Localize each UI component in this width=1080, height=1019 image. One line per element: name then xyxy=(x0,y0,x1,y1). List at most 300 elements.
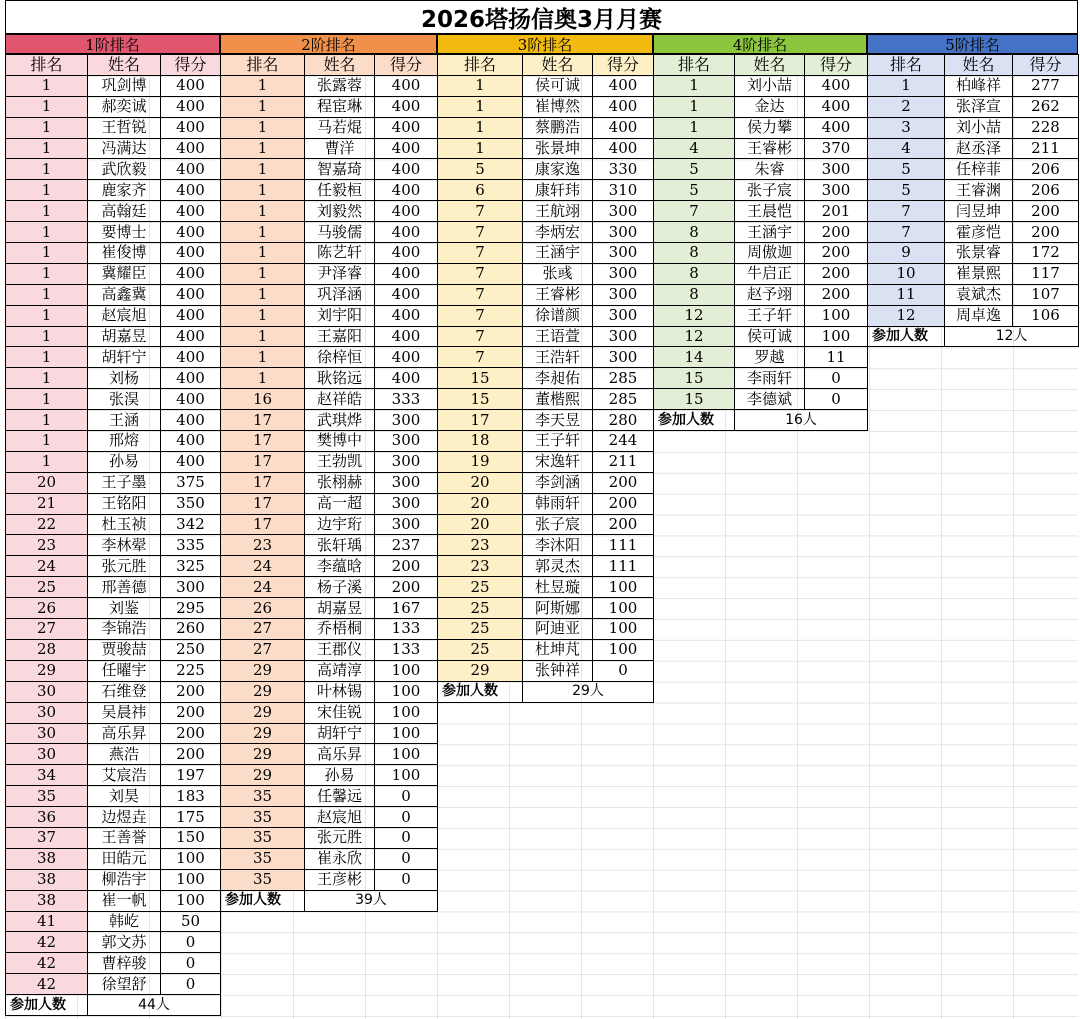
score-cell: 200 xyxy=(161,702,221,723)
score-cell: 400 xyxy=(161,263,221,284)
participant-count-row xyxy=(221,890,438,911)
name-cell: 袁斌杰 xyxy=(945,284,1013,305)
rank-cell: 1 xyxy=(6,326,88,347)
rank-cell: 5 xyxy=(654,180,735,201)
name-cell: 刘昊 xyxy=(88,786,161,807)
score-cell: 400 xyxy=(161,222,221,243)
table-row xyxy=(868,96,1079,117)
rank-cell: 1 xyxy=(6,201,88,222)
score-cell: 200 xyxy=(593,514,654,535)
rank-cell: 17 xyxy=(221,431,305,452)
rank-cell: 29 xyxy=(221,744,305,765)
rank-cell: 27 xyxy=(221,619,305,640)
name-cell: 艾宸浩 xyxy=(88,765,161,786)
name-cell: 边煜垚 xyxy=(88,807,161,828)
table-row xyxy=(438,577,654,598)
score-cell: 300 xyxy=(593,263,654,284)
score-cell: 100 xyxy=(161,848,221,869)
rank-cell: 7 xyxy=(438,305,523,326)
table-row xyxy=(6,347,221,368)
table-row xyxy=(438,180,654,201)
score-cell: 237 xyxy=(375,535,438,556)
rank-cell: 1 xyxy=(6,159,88,180)
score-cell: 100 xyxy=(805,305,868,326)
rank-cell: 1 xyxy=(221,222,305,243)
rank-cell: 23 xyxy=(221,535,305,556)
participant-count-value: 39人 xyxy=(305,890,438,911)
name-cell: 陈艺轩 xyxy=(305,243,375,264)
score-cell: 400 xyxy=(375,222,438,243)
score-cell: 285 xyxy=(593,389,654,410)
table-row xyxy=(6,201,221,222)
header-row xyxy=(868,55,1079,76)
score-cell: 100 xyxy=(805,326,868,347)
rank-cell: 23 xyxy=(438,556,523,577)
rank-cell: 26 xyxy=(221,598,305,619)
name-cell: 周卓逸 xyxy=(945,305,1013,326)
rank-cell: 1 xyxy=(221,201,305,222)
score-cell: 400 xyxy=(161,451,221,472)
table-row xyxy=(6,911,221,932)
rank-cell: 24 xyxy=(221,577,305,598)
participant-count-label: 参加人数 xyxy=(6,995,88,1016)
participant-count-value: 12人 xyxy=(945,326,1079,347)
score-cell: 280 xyxy=(593,410,654,431)
rank-cell: 19 xyxy=(438,451,523,472)
table-row xyxy=(6,263,221,284)
rank-cell: 38 xyxy=(6,890,88,911)
name-cell: 宋佳锐 xyxy=(305,702,375,723)
rank-cell: 27 xyxy=(6,619,88,640)
name-cell: 高鑫冀 xyxy=(88,284,161,305)
score-cell: 295 xyxy=(161,598,221,619)
table-row xyxy=(6,827,221,848)
rank-cell: 30 xyxy=(6,723,88,744)
rank-cell: 1 xyxy=(6,451,88,472)
name-cell: 张景睿 xyxy=(945,243,1013,264)
table-row xyxy=(868,159,1079,180)
table-row xyxy=(6,639,221,660)
table-row xyxy=(6,514,221,535)
rank-cell: 17 xyxy=(221,410,305,431)
name-cell: 牛启正 xyxy=(735,263,805,284)
rank-cell: 20 xyxy=(438,472,523,493)
score-cell: 200 xyxy=(1013,201,1079,222)
score-cell: 350 xyxy=(161,493,221,514)
score-cell: 0 xyxy=(805,368,868,389)
table-row xyxy=(221,702,438,723)
rank-cell: 5 xyxy=(868,159,945,180)
name-cell: 曹梓骏 xyxy=(88,953,161,974)
table-row xyxy=(654,138,868,159)
header-row xyxy=(438,55,654,76)
score-cell: 300 xyxy=(375,472,438,493)
name-cell: 王善誉 xyxy=(88,827,161,848)
table-row xyxy=(6,451,221,472)
score-cell: 400 xyxy=(161,431,221,452)
table-row xyxy=(438,535,654,556)
page-title: 2026塔扬信奥3月月赛 xyxy=(5,0,1078,34)
table-row xyxy=(438,96,654,117)
name-cell: 王彦彬 xyxy=(305,869,375,890)
table-row xyxy=(221,765,438,786)
name-cell: 冀耀臣 xyxy=(88,263,161,284)
score-cell: 250 xyxy=(161,639,221,660)
ranking-table xyxy=(653,54,868,431)
rank-cell: 1 xyxy=(6,410,88,431)
rank-cell: 15 xyxy=(654,368,735,389)
table-row xyxy=(6,368,221,389)
rank-cell: 1 xyxy=(221,117,305,138)
score-cell: 300 xyxy=(805,159,868,180)
score-cell: 11 xyxy=(805,347,868,368)
name-cell: 崔景熙 xyxy=(945,263,1013,284)
rank-cell: 1 xyxy=(654,96,735,117)
rank-cell: 41 xyxy=(6,911,88,932)
rank-cell: 20 xyxy=(438,514,523,535)
table-row xyxy=(221,368,438,389)
name-cell: 宋逸轩 xyxy=(523,451,593,472)
rank-cell: 7 xyxy=(654,201,735,222)
name-cell: 胡轩宁 xyxy=(88,347,161,368)
name-cell: 周傲迦 xyxy=(735,243,805,264)
column-header-name: 姓名 xyxy=(305,55,375,76)
rank-cell: 30 xyxy=(6,681,88,702)
table-row xyxy=(221,96,438,117)
table-row xyxy=(221,744,438,765)
rank-cell: 12 xyxy=(868,305,945,326)
rank-cell: 23 xyxy=(6,535,88,556)
tier-header: 2阶排名 xyxy=(220,34,437,54)
name-cell: 任梓菲 xyxy=(945,159,1013,180)
name-cell: 韩屹 xyxy=(88,911,161,932)
table-row xyxy=(6,180,221,201)
score-cell: 100 xyxy=(375,765,438,786)
name-cell: 康轩玮 xyxy=(523,180,593,201)
score-cell: 100 xyxy=(593,598,654,619)
table-row xyxy=(6,96,221,117)
name-cell: 王子轩 xyxy=(735,305,805,326)
score-cell: 400 xyxy=(161,305,221,326)
name-cell: 贾骏喆 xyxy=(88,639,161,660)
name-cell: 徐望舒 xyxy=(88,974,161,995)
tier-5-section xyxy=(867,34,1078,347)
name-cell: 李锦浩 xyxy=(88,619,161,640)
table-row xyxy=(221,201,438,222)
name-cell: 张钟祥 xyxy=(523,660,593,681)
table-row xyxy=(654,243,868,264)
name-cell: 王睿渊 xyxy=(945,180,1013,201)
rank-cell: 35 xyxy=(221,848,305,869)
score-cell: 100 xyxy=(375,660,438,681)
name-cell: 王哲锐 xyxy=(88,117,161,138)
score-cell: 300 xyxy=(375,451,438,472)
name-cell: 霍彦恺 xyxy=(945,222,1013,243)
score-cell: 400 xyxy=(161,180,221,201)
table-row xyxy=(221,159,438,180)
table-row xyxy=(221,451,438,472)
name-cell: 李沐阳 xyxy=(523,535,593,556)
name-cell: 高靖淳 xyxy=(305,660,375,681)
name-cell: 高乐昇 xyxy=(88,723,161,744)
rank-cell: 1 xyxy=(6,347,88,368)
rank-cell: 25 xyxy=(438,577,523,598)
name-cell: 张景坤 xyxy=(523,138,593,159)
table-row xyxy=(221,535,438,556)
table-row xyxy=(438,514,654,535)
table-row xyxy=(6,723,221,744)
rank-cell: 1 xyxy=(6,389,88,410)
table-row xyxy=(654,96,868,117)
table-row xyxy=(6,431,221,452)
table-row xyxy=(438,389,654,410)
name-cell: 王子墨 xyxy=(88,472,161,493)
column-header-name: 姓名 xyxy=(88,55,161,76)
rank-cell: 1 xyxy=(438,117,523,138)
name-cell: 张轩瑀 xyxy=(305,535,375,556)
name-cell: 张彧 xyxy=(523,263,593,284)
name-cell: 石维登 xyxy=(88,681,161,702)
table-row xyxy=(221,681,438,702)
name-cell: 曹洋 xyxy=(305,138,375,159)
table-row xyxy=(6,598,221,619)
participant-count-label: 参加人数 xyxy=(438,681,523,702)
rank-cell: 1 xyxy=(221,180,305,201)
participant-count-label: 参加人数 xyxy=(654,410,735,431)
name-cell: 张元胜 xyxy=(88,556,161,577)
name-cell: 张元胜 xyxy=(305,827,375,848)
rank-cell: 4 xyxy=(654,138,735,159)
name-cell: 王睿彬 xyxy=(735,138,805,159)
score-cell: 100 xyxy=(161,869,221,890)
score-cell: 225 xyxy=(161,660,221,681)
score-cell: 200 xyxy=(593,493,654,514)
rank-cell: 26 xyxy=(6,598,88,619)
name-cell: 武琪烨 xyxy=(305,410,375,431)
score-cell: 335 xyxy=(161,535,221,556)
rank-cell: 27 xyxy=(221,639,305,660)
name-cell: 王郡仪 xyxy=(305,639,375,660)
name-cell: 智嘉琦 xyxy=(305,159,375,180)
table-row xyxy=(654,347,868,368)
score-cell: 370 xyxy=(805,138,868,159)
table-row xyxy=(438,326,654,347)
table-row xyxy=(6,848,221,869)
table-row xyxy=(6,953,221,974)
name-cell: 任毅桓 xyxy=(305,180,375,201)
score-cell: 400 xyxy=(161,347,221,368)
name-cell: 柏峰祥 xyxy=(945,75,1013,96)
name-cell: 杨子溪 xyxy=(305,577,375,598)
score-cell: 400 xyxy=(375,243,438,264)
rank-cell: 38 xyxy=(6,869,88,890)
name-cell: 耿铭远 xyxy=(305,368,375,389)
score-cell: 400 xyxy=(375,75,438,96)
score-cell: 0 xyxy=(805,389,868,410)
ranking-table xyxy=(5,54,221,1016)
score-cell: 0 xyxy=(161,974,221,995)
name-cell: 张露蓉 xyxy=(305,75,375,96)
table-row xyxy=(438,556,654,577)
name-cell: 任曜宇 xyxy=(88,660,161,681)
score-cell: 0 xyxy=(375,848,438,869)
table-row xyxy=(221,180,438,201)
rank-cell: 1 xyxy=(221,243,305,264)
rank-cell: 1 xyxy=(6,284,88,305)
tier-header: 4阶排名 xyxy=(653,34,867,54)
rank-cell: 29 xyxy=(221,660,305,681)
table-row xyxy=(221,222,438,243)
rank-cell: 7 xyxy=(868,222,945,243)
name-cell: 张泽宣 xyxy=(945,96,1013,117)
rank-cell: 7 xyxy=(438,263,523,284)
name-cell: 王勃凯 xyxy=(305,451,375,472)
name-cell: 侯可诚 xyxy=(523,75,593,96)
score-cell: 111 xyxy=(593,535,654,556)
name-cell: 郝奕诚 xyxy=(88,96,161,117)
rank-cell: 1 xyxy=(221,159,305,180)
score-cell: 400 xyxy=(375,263,438,284)
column-header-score: 得分 xyxy=(161,55,221,76)
table-row xyxy=(438,431,654,452)
score-cell: 206 xyxy=(1013,180,1079,201)
table-row xyxy=(221,263,438,284)
column-header-score: 得分 xyxy=(805,55,868,76)
score-cell: 200 xyxy=(805,263,868,284)
score-cell: 0 xyxy=(593,660,654,681)
header-row xyxy=(6,55,221,76)
name-cell: 王浩轩 xyxy=(523,347,593,368)
table-row xyxy=(868,117,1079,138)
table-row xyxy=(221,556,438,577)
table-row xyxy=(6,472,221,493)
rank-cell: 2 xyxy=(868,96,945,117)
rank-cell: 25 xyxy=(438,619,523,640)
column-header-rank: 排名 xyxy=(221,55,305,76)
score-cell: 400 xyxy=(161,117,221,138)
score-cell: 300 xyxy=(375,514,438,535)
rank-cell: 1 xyxy=(221,347,305,368)
rank-cell: 35 xyxy=(221,869,305,890)
table-row xyxy=(654,305,868,326)
score-cell: 400 xyxy=(161,368,221,389)
table-row xyxy=(6,305,221,326)
table-row xyxy=(6,744,221,765)
score-cell: 0 xyxy=(161,932,221,953)
name-cell: 乔梧桐 xyxy=(305,619,375,640)
table-row xyxy=(221,514,438,535)
name-cell: 孙易 xyxy=(88,451,161,472)
score-cell: 400 xyxy=(805,75,868,96)
table-row xyxy=(654,222,868,243)
score-cell: 0 xyxy=(375,807,438,828)
rank-cell: 1 xyxy=(221,263,305,284)
name-cell: 李昶佑 xyxy=(523,368,593,389)
rank-cell: 7 xyxy=(438,284,523,305)
score-cell: 228 xyxy=(1013,117,1079,138)
name-cell: 高翰廷 xyxy=(88,201,161,222)
name-cell: 阿斯娜 xyxy=(523,598,593,619)
table-row xyxy=(6,389,221,410)
score-cell: 400 xyxy=(375,117,438,138)
score-cell: 300 xyxy=(375,410,438,431)
score-cell: 400 xyxy=(161,75,221,96)
ranking-table xyxy=(220,54,438,912)
table-row xyxy=(6,807,221,828)
name-cell: 杜玉祯 xyxy=(88,514,161,535)
participant-count-row xyxy=(868,326,1079,347)
table-row xyxy=(438,472,654,493)
table-row xyxy=(438,598,654,619)
table-row xyxy=(6,138,221,159)
column-header-name: 姓名 xyxy=(945,55,1013,76)
table-row xyxy=(438,243,654,264)
name-cell: 王涵宇 xyxy=(735,222,805,243)
name-cell: 郭文苏 xyxy=(88,932,161,953)
column-header-rank: 排名 xyxy=(654,55,735,76)
rank-cell: 17 xyxy=(221,451,305,472)
score-cell: 400 xyxy=(161,138,221,159)
table-row xyxy=(654,389,868,410)
score-cell: 183 xyxy=(161,786,221,807)
score-cell: 400 xyxy=(805,117,868,138)
rank-cell: 1 xyxy=(6,305,88,326)
name-cell: 张栩赫 xyxy=(305,472,375,493)
name-cell: 冯满达 xyxy=(88,138,161,159)
name-cell: 赵予翊 xyxy=(735,284,805,305)
rank-cell: 1 xyxy=(6,368,88,389)
rank-cell: 42 xyxy=(6,932,88,953)
score-cell: 197 xyxy=(161,765,221,786)
table-row xyxy=(221,389,438,410)
name-cell: 叶林锡 xyxy=(305,681,375,702)
rank-cell: 7 xyxy=(438,347,523,368)
name-cell: 燕浩 xyxy=(88,744,161,765)
name-cell: 金达 xyxy=(735,96,805,117)
name-cell: 赵丞泽 xyxy=(945,138,1013,159)
tier-2-section xyxy=(220,34,437,912)
table-row xyxy=(6,410,221,431)
rank-cell: 29 xyxy=(221,765,305,786)
score-cell: 100 xyxy=(593,639,654,660)
rank-cell: 7 xyxy=(438,222,523,243)
table-row xyxy=(654,263,868,284)
score-cell: 300 xyxy=(593,201,654,222)
table-row xyxy=(438,660,654,681)
rank-cell: 8 xyxy=(654,222,735,243)
table-row xyxy=(221,723,438,744)
rank-cell: 1 xyxy=(6,138,88,159)
name-cell: 杜昱璇 xyxy=(523,577,593,598)
rank-cell: 3 xyxy=(868,117,945,138)
name-cell: 武欣毅 xyxy=(88,159,161,180)
name-cell: 程宦琳 xyxy=(305,96,375,117)
name-cell: 李剑涵 xyxy=(523,472,593,493)
table-row xyxy=(438,451,654,472)
table-row xyxy=(438,222,654,243)
rank-cell: 42 xyxy=(6,974,88,995)
score-cell: 100 xyxy=(375,744,438,765)
table-row xyxy=(654,159,868,180)
table-row xyxy=(438,138,654,159)
rank-cell: 17 xyxy=(221,472,305,493)
participant-count-label: 参加人数 xyxy=(868,326,945,347)
rank-cell: 1 xyxy=(6,263,88,284)
column-header-rank: 排名 xyxy=(438,55,523,76)
table-row xyxy=(6,493,221,514)
name-cell: 要博士 xyxy=(88,222,161,243)
rank-cell: 15 xyxy=(654,389,735,410)
